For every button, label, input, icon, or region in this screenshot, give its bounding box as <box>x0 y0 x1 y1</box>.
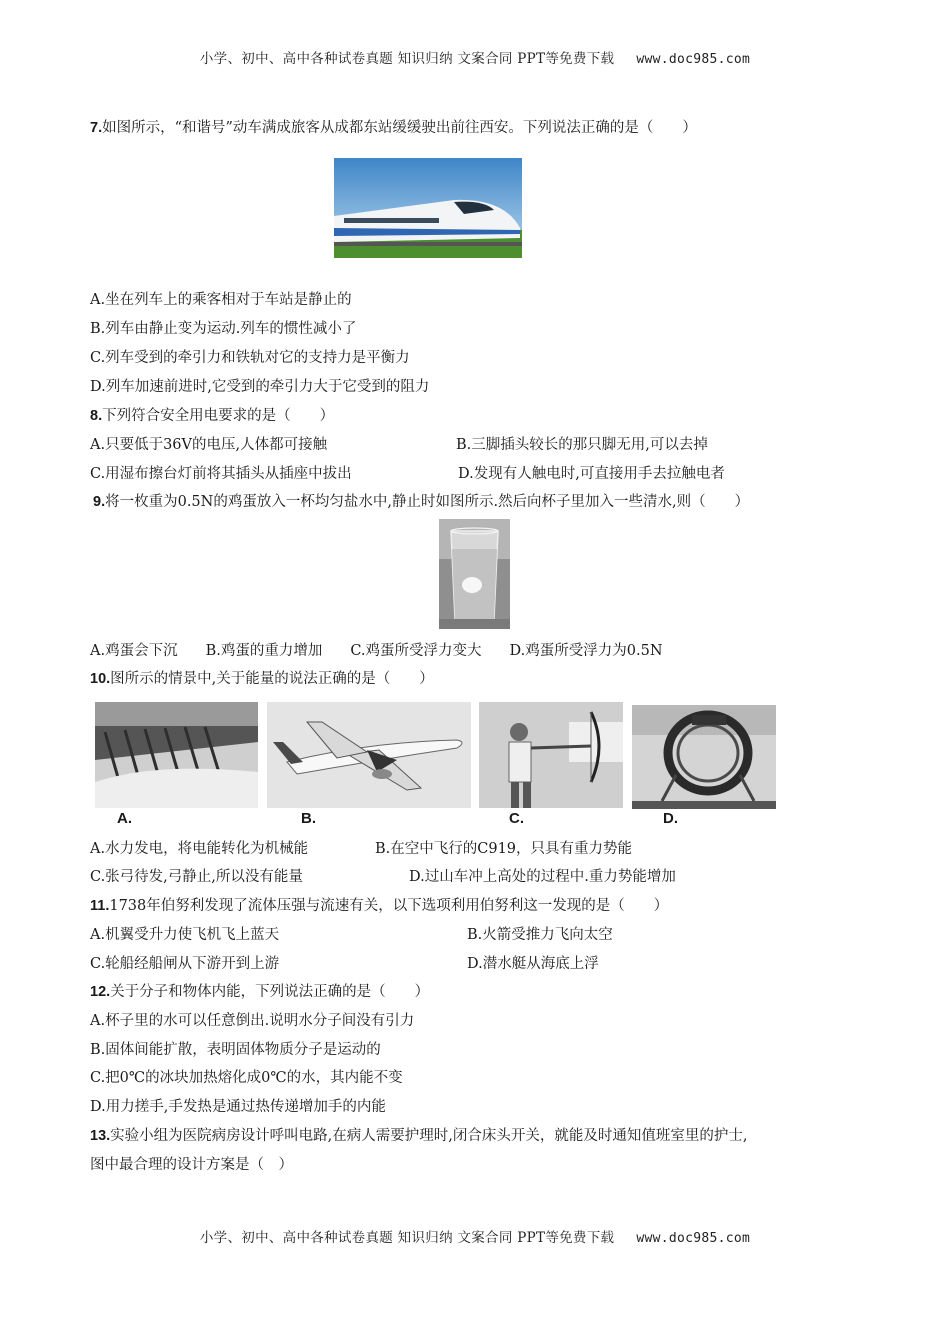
q9-stem <box>93 492 749 512</box>
roller-coaster-image <box>632 705 776 809</box>
q12-number: 12. <box>90 984 111 1000</box>
q9-option-d: D.鸡蛋所受浮力为0.5N <box>509 643 663 659</box>
q9-option-c: C.鸡蛋所受浮力变大 <box>350 643 482 659</box>
header-url[interactable]: www.doc985.com <box>636 52 751 67</box>
q10-options-row1 <box>90 839 850 859</box>
q8-options-row2 <box>90 464 850 484</box>
q7-stem <box>90 118 697 138</box>
footer-url[interactable]: www.doc985.com <box>636 1231 751 1246</box>
page-header <box>0 47 950 67</box>
q9-option-a: A.鸡蛋会下沉 <box>90 643 178 659</box>
q12-stem <box>90 982 429 1002</box>
q12-option-d: D.用力搓手,手发热是通过热传递增加手的内能 <box>90 1099 386 1115</box>
q7-option-c: C.列车受到的牵引力和铁轨对它的支持力是平衡力 <box>90 350 410 366</box>
q12-option-c: C.把0℃的冰块加热熔化成0℃的水，其内能不变 <box>90 1070 403 1086</box>
figure-label-c: C. <box>509 810 524 827</box>
q7-stem-text: 如图所示，“和谐号”动车满成旅客从成都东站缓缓驶出前往西安。下列说法正确的是（ ） <box>102 120 697 136</box>
q10-option-c: C.张弓待发,弓静止,所以没有能量 <box>90 869 303 885</box>
q10-number: 10. <box>90 671 111 687</box>
q10-option-a: A.水力发电，将电能转化为机械能 <box>90 841 309 857</box>
q11-number: 11. <box>90 898 110 914</box>
q11-option-a: A.机翼受升力使飞机飞上蓝天 <box>90 927 280 943</box>
egg-in-saltwater-image <box>439 519 510 629</box>
q10-option-b: B.在空中飞行的C919，只具有重力势能 <box>375 841 633 857</box>
archer-image <box>479 702 623 808</box>
q10-stem-text: 图所示的情景中,关于能量的说法正确的是（ ） <box>110 671 434 687</box>
q10-stem <box>90 669 434 689</box>
dam-image <box>95 702 258 808</box>
q8-number: 8. <box>90 408 103 424</box>
q11-option-d: D.潜水艇从海底上浮 <box>467 956 599 972</box>
q9-number: 9. <box>93 494 106 510</box>
q9-stem-text: 将一枚重为0.5N的鸡蛋放入一杯均匀盐水中,静止时如图所示.然后向杯子里加入一些清水,则（ ） <box>105 494 750 510</box>
q8-stem-text: 下列符合安全用电要求的是（ ） <box>102 408 335 424</box>
q7-option-b: B.列车由静止变为运动.列车的惯性减小了 <box>90 321 357 337</box>
q13-stem-line2: 图中最合理的设计方案是（ ） <box>90 1157 293 1173</box>
q10-options-row2 <box>90 867 850 887</box>
train-image <box>334 158 522 258</box>
q11-stem-text: 1738年伯努利发现了流体压强与流速有关，以下选项利用伯努利这一发现的是（ ） <box>109 898 669 914</box>
figure-label-a: A. <box>117 810 132 827</box>
q11-stem <box>90 896 668 916</box>
q13-stem <box>90 1126 748 1146</box>
q8-option-a: A.只要低于36V的电压,人体都可接触 <box>90 437 328 453</box>
q11-options-row2 <box>90 954 850 974</box>
q7-option-a: A.坐在列车上的乘客相对于车站是静止的 <box>90 292 352 308</box>
q8-option-c: C.用湿布擦台灯前将其插头从插座中拔出 <box>90 466 352 482</box>
q12-option-b: B.固体间能扩散，表明固体物质分子是运动的 <box>90 1042 381 1058</box>
q11-options-row1 <box>90 925 850 945</box>
q7-number: 7. <box>90 120 103 136</box>
q8-option-d: D.发现有人触电时,可直接用手去拉触电者 <box>458 466 725 482</box>
q12-stem-text: 关于分子和物体内能，下列说法正确的是（ ） <box>110 984 430 1000</box>
airplane-image <box>267 702 471 808</box>
q8-stem <box>90 406 334 426</box>
q9-option-b: B.鸡蛋的重力增加 <box>205 643 323 659</box>
q12-option-a: A.杯子里的水可以任意倒出.说明水分子间没有引力 <box>90 1013 415 1029</box>
figure-label-d: D. <box>663 810 678 827</box>
q8-options-row1 <box>90 435 850 455</box>
q13-number: 13. <box>90 1128 111 1144</box>
q7-option-d: D.列车加速前进时,它受到的牵引力大于它受到的阻力 <box>90 379 430 395</box>
q8-option-b: B.三脚插头较长的那只脚无用,可以去掉 <box>456 437 708 453</box>
q9-options <box>90 641 691 661</box>
header-title: 小学、初中、高中各种试卷真题 知识归纳 文案合同 PPT等免费下载 <box>199 51 615 67</box>
q10-option-d: D.过山车冲上高处的过程中.重力势能增加 <box>409 869 676 885</box>
q11-option-b: B.火箭受推力飞向太空 <box>467 927 613 943</box>
page-footer <box>0 1226 950 1246</box>
q11-option-c: C.轮船经船闸从下游开到上游 <box>90 956 280 972</box>
figure-label-b: B. <box>301 810 316 827</box>
q13-stem-text: 实验小组为医院病房设计呼叫电路,在病人需要护理时,闭合床头开关，就能及时通知值班室里的护士, <box>110 1128 748 1144</box>
footer-title: 小学、初中、高中各种试卷真题 知识归纳 文案合同 PPT等免费下载 <box>199 1230 615 1246</box>
